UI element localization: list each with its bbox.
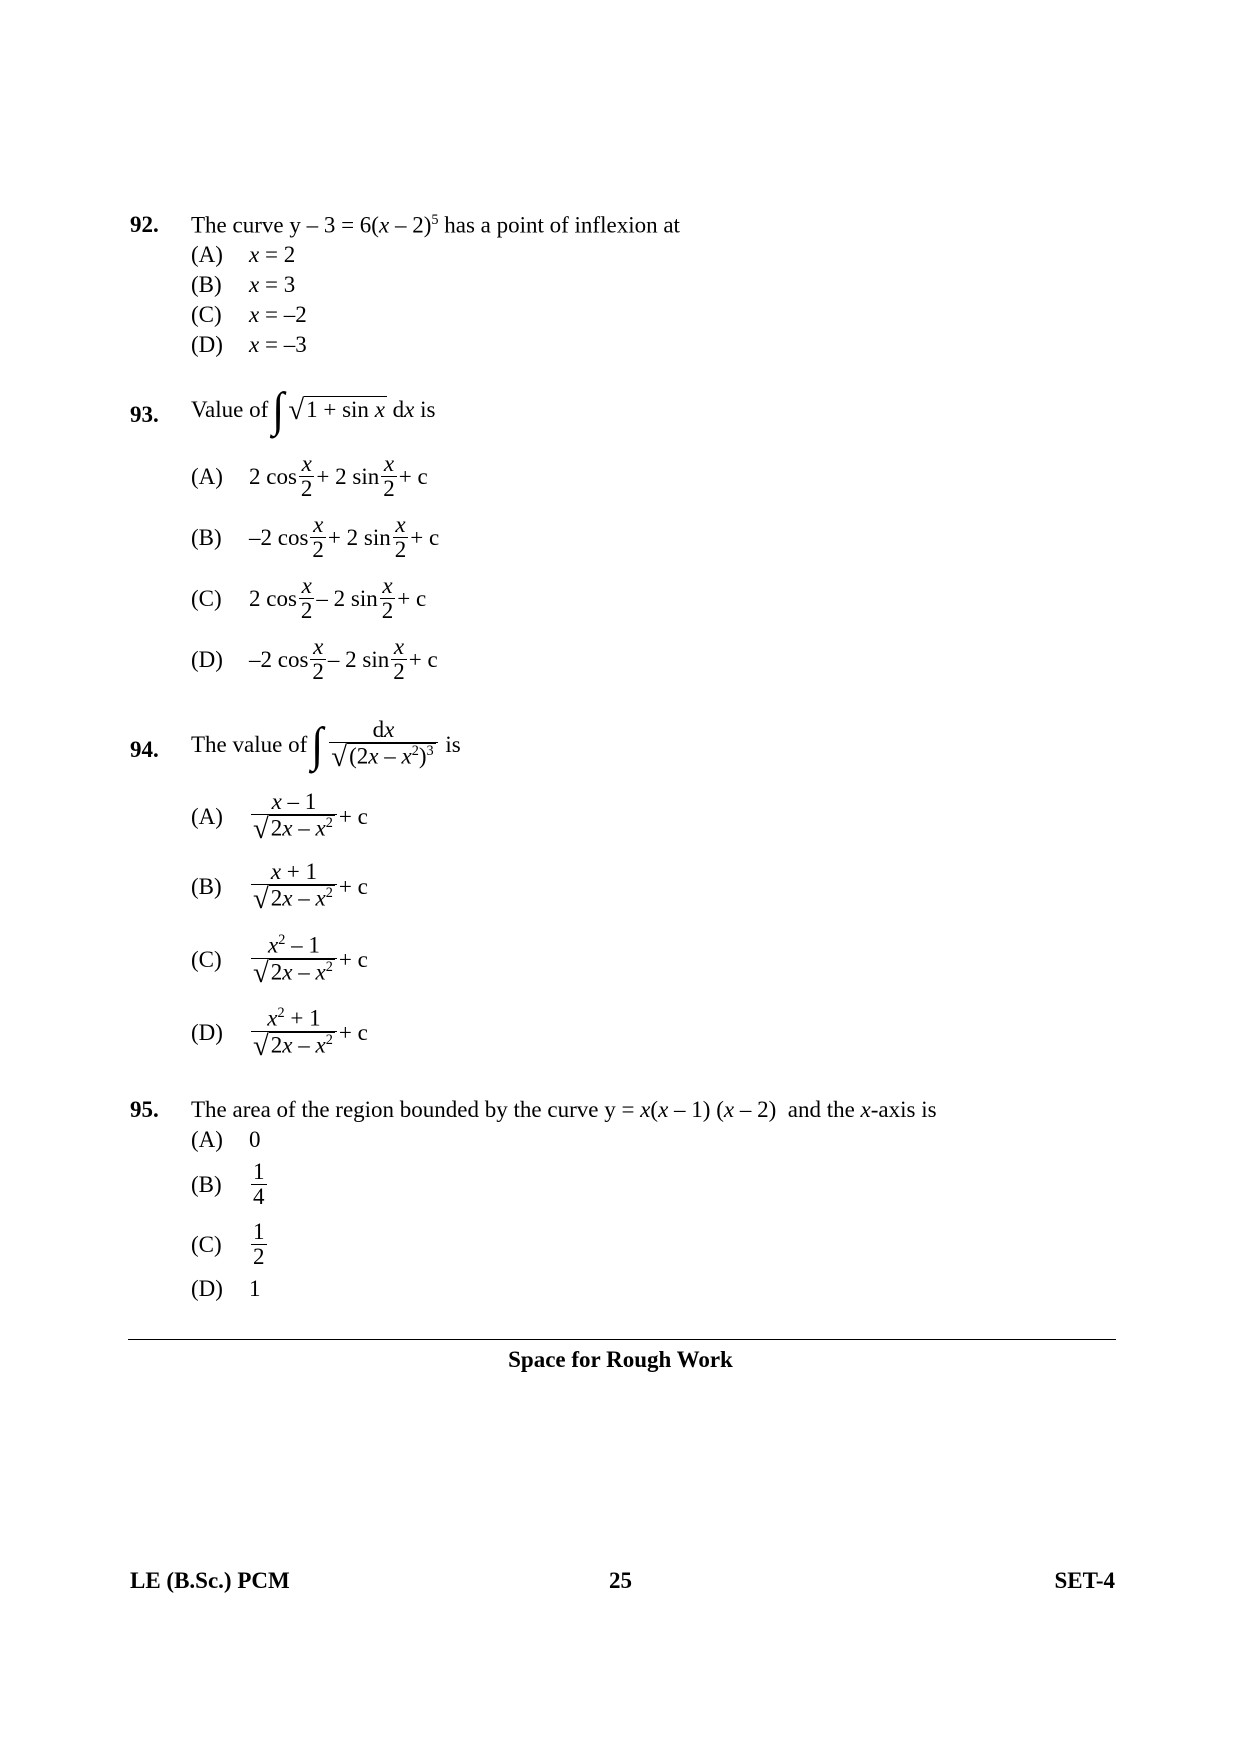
- option-d: (D) 1: [191, 1276, 261, 1301]
- option-a: (A) x – 1 √ $2x - x^2$ + c: [191, 789, 368, 846]
- footer-set: SET-4: [1054, 1568, 1115, 1593]
- option-b: (B) –2 cos $\frac{x}{2}$ + 2 sin $\frac{x}{2}$ + c: [191, 512, 440, 563]
- option-c: (C) x = –2: [191, 302, 307, 327]
- question-stem: The area of the region bounded by the curve y = x(x – 1) (x – 2) and the x-axis is: [191, 1097, 937, 1122]
- option-c: (C) $x^2 - 1$ √ $2x - x^2$ + c: [191, 932, 368, 989]
- question-number: 93.: [130, 402, 159, 427]
- question-number: 95.: [130, 1097, 159, 1122]
- question-stem: The value of ∫ dx √ $(2x - x^2)^3$ is: [191, 717, 461, 774]
- option-b: (B) x = 3: [191, 272, 296, 297]
- question-number: 92.: [130, 212, 159, 237]
- option-c: (C) $\frac{1}{2}$: [191, 1219, 265, 1270]
- option-b: (B) $\frac{1}{4}$: [191, 1159, 265, 1210]
- footer-course: LE (B.Sc.) PCM: [130, 1568, 290, 1593]
- option-c: (C) 2 cos $\frac{x}{2}$ – 2 sin $\frac{x}{2}$ + c: [191, 573, 427, 624]
- question-stem: The curve y – 3 = 6(x – 2)$^5$ has a point of inflexion at: [191, 212, 680, 238]
- question-number: 94.: [130, 737, 159, 762]
- option-a: (A) 0: [191, 1127, 261, 1152]
- option-d: (D) x = –3: [191, 332, 307, 357]
- option-d: (D) –2 cos $\frac{x}{2}$ – 2 sin $\frac{x}{2}$ + c: [191, 634, 438, 685]
- question-stem: Value of ∫ √ 1 + sin x dx is: [191, 382, 436, 437]
- option-b: (B) x + 1 √ $2x - x^2$ + c: [191, 859, 368, 916]
- option-d: (D) $x^2 + 1$ √ $2x - x^2$ + c: [191, 1005, 368, 1062]
- divider-line: [128, 1339, 1116, 1340]
- option-a: (A) x = 2: [191, 242, 296, 267]
- rough-work-heading: Space for Rough Work: [508, 1347, 733, 1372]
- option-a: (A) 2 cos $\frac{x}{2}$ + 2 sin $\frac{x}{2}$ + c: [191, 451, 428, 502]
- footer-page-number: 25: [609, 1568, 632, 1593]
